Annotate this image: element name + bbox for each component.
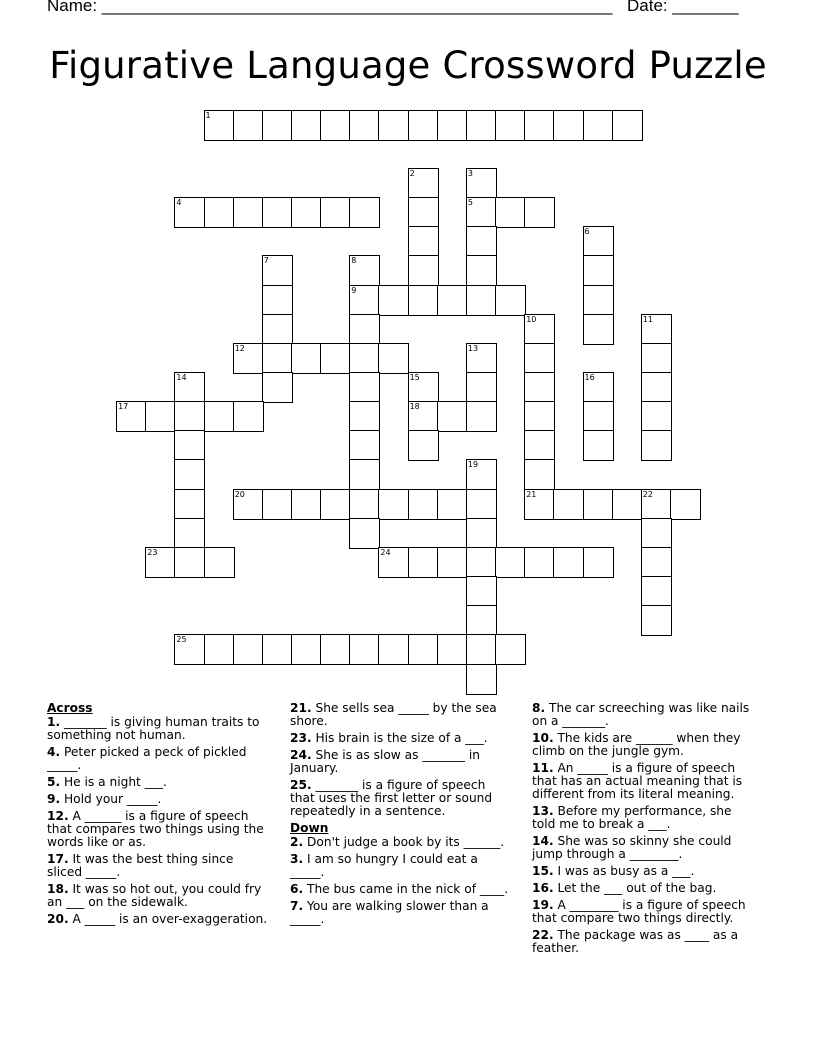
crossword-cell[interactable] xyxy=(349,197,380,228)
crossword-cell[interactable] xyxy=(349,518,380,549)
crossword-cell[interactable] xyxy=(378,110,409,141)
crossword-cell[interactable] xyxy=(174,518,205,549)
clue-text: I am so hungry I could eat a _____. xyxy=(290,852,478,880)
clue-text: I was as busy as a ___. xyxy=(553,864,695,879)
name-field-label: Name: ______________________________________________________ xyxy=(47,0,613,15)
clue-text: Don't judge a book by its ______. xyxy=(303,835,505,850)
clue-text: An _____ is a figure of speech that has an actual meaning that is different from its literal meaning. xyxy=(532,761,743,802)
clues-column-2 xyxy=(290,702,510,930)
clue-number: 5 xyxy=(467,198,473,208)
crossword-cell[interactable] xyxy=(641,343,672,374)
crossword-cell[interactable] xyxy=(583,314,614,345)
crossword-cell[interactable] xyxy=(320,489,351,520)
clue-number: 10 xyxy=(526,314,537,324)
clues-column-1 xyxy=(47,702,272,930)
crossword-cell[interactable] xyxy=(262,285,293,316)
clue-number: 11. xyxy=(532,761,554,775)
clue-item xyxy=(532,805,757,831)
clue-item xyxy=(532,762,757,802)
crossword-cell[interactable] xyxy=(641,401,672,432)
crossword-cell[interactable] xyxy=(408,110,439,141)
crossword-cell[interactable] xyxy=(320,110,351,141)
crossword-cell[interactable] xyxy=(320,343,351,374)
crossword-cell[interactable] xyxy=(204,634,235,665)
crossword-cell[interactable] xyxy=(583,372,614,403)
crossword-cell[interactable] xyxy=(174,634,205,665)
clue-text: _______ is giving human traits to something not human. xyxy=(47,715,260,743)
clue-item xyxy=(47,853,272,879)
clue-item xyxy=(47,716,272,742)
clue-number: 2 xyxy=(409,168,415,178)
crossword-cell[interactable] xyxy=(349,401,380,432)
clue-number: 25. xyxy=(290,777,312,792)
clue-number: 20. xyxy=(47,912,69,926)
clue-number: 22. xyxy=(532,927,554,942)
crossword-cell[interactable] xyxy=(262,343,293,374)
crossword-cell[interactable] xyxy=(408,168,439,199)
crossword-cell[interactable] xyxy=(291,634,322,665)
clue-text: It was so hot out, you could fry an ___ on the sidewalk. xyxy=(47,882,262,910)
crossword-cell[interactable] xyxy=(408,401,439,432)
date-field-label: Date: _______ xyxy=(627,0,739,15)
clue-text: The package was as ____ as a feather. xyxy=(532,927,739,955)
crossword-cell[interactable] xyxy=(524,314,555,345)
crossword-cell[interactable] xyxy=(408,285,439,316)
clue-number: 15 xyxy=(409,373,420,382)
clue-text: _______ is a figure of speech that uses the first letter or sound repeatedly in a sentence. xyxy=(290,777,493,819)
crossword-cell[interactable] xyxy=(466,168,497,199)
crossword-cell[interactable] xyxy=(495,110,526,141)
clue-number: 22 xyxy=(642,489,653,499)
crossword-cell[interactable] xyxy=(378,343,409,374)
clue-number: 4 xyxy=(176,198,182,208)
crossword-cell[interactable] xyxy=(641,547,672,578)
clue-number: 19. xyxy=(532,897,554,912)
crossword-cell[interactable] xyxy=(349,255,380,286)
clue-number: 12. xyxy=(47,808,69,823)
crossword-cell[interactable] xyxy=(466,285,497,316)
crossword-cell[interactable] xyxy=(466,401,497,432)
crossword-cell[interactable] xyxy=(262,489,293,520)
clue-item xyxy=(47,776,272,789)
crossword-cell[interactable] xyxy=(583,401,614,432)
crossword-cell[interactable] xyxy=(495,547,526,578)
crossword-cell[interactable] xyxy=(291,489,322,520)
crossword-cell[interactable] xyxy=(349,372,380,403)
crossword-cell[interactable] xyxy=(233,634,264,665)
crossword-cell[interactable] xyxy=(641,489,672,520)
crossword-cell[interactable] xyxy=(583,285,614,316)
crossword-cell[interactable] xyxy=(466,197,497,228)
crossword-cell[interactable] xyxy=(320,197,351,228)
crossword-cell[interactable] xyxy=(670,489,701,520)
clue-item xyxy=(47,883,272,909)
crossword-cell[interactable] xyxy=(641,430,672,461)
clue-item xyxy=(290,836,510,849)
crossword-cell[interactable] xyxy=(291,343,322,374)
clue-number: 8 xyxy=(351,256,357,266)
crossword-cell[interactable] xyxy=(437,285,468,316)
clue-text: A ______ is a figure of speech that compares two things using the words like or as. xyxy=(47,808,264,850)
crossword-cell[interactable] xyxy=(145,547,176,578)
crossword-cell[interactable] xyxy=(174,489,205,520)
crossword-cell[interactable] xyxy=(583,255,614,286)
clue-number: 6. xyxy=(290,882,304,896)
clue-item xyxy=(290,702,510,728)
crossword-cell[interactable] xyxy=(466,664,497,695)
clue-number: 21 xyxy=(526,489,537,499)
crossword-cell[interactable] xyxy=(349,110,380,141)
crossword-cell[interactable] xyxy=(320,634,351,665)
crossword-cell[interactable] xyxy=(378,489,409,520)
clue-number: 6 xyxy=(584,227,590,237)
crossword-cell[interactable] xyxy=(641,518,672,549)
clue-item xyxy=(532,732,757,758)
clue-item xyxy=(532,835,757,861)
crossword-cell[interactable] xyxy=(349,314,380,345)
crossword-cell[interactable] xyxy=(583,489,614,520)
crossword-cell[interactable] xyxy=(466,547,497,578)
crossword-cell[interactable] xyxy=(262,110,293,141)
clue-text: A ________ is a figure of speech that compare two things directly. xyxy=(532,897,746,925)
crossword-cell[interactable] xyxy=(174,197,205,228)
clue-item xyxy=(47,810,272,850)
clue-number: 16 xyxy=(584,373,595,382)
clue-number: 13 xyxy=(467,343,479,353)
crossword-cell[interactable] xyxy=(233,197,264,228)
crossword-cell[interactable] xyxy=(466,110,497,141)
crossword-cell[interactable] xyxy=(437,634,468,665)
crossword-cell[interactable] xyxy=(524,459,555,490)
clue-number: 11 xyxy=(642,314,653,324)
crossword-cell[interactable] xyxy=(378,285,409,316)
clue-number: 19 xyxy=(467,460,479,470)
clue-number: 1. xyxy=(47,715,61,730)
clue-number: 25 xyxy=(176,635,187,645)
clue-item xyxy=(47,746,272,772)
crossword-cell[interactable] xyxy=(262,372,293,403)
crossword-cell[interactable] xyxy=(495,197,526,228)
clue-number: 9 xyxy=(351,285,357,295)
page-title: Figurative Language Crossword Puzzle xyxy=(49,44,767,87)
crossword-cell[interactable] xyxy=(291,110,322,141)
clue-text: Before my performance, she told me to break a ___. xyxy=(532,804,732,832)
crossword-cell[interactable] xyxy=(641,605,672,636)
crossword-cell[interactable] xyxy=(262,314,293,345)
crossword-cell[interactable] xyxy=(174,401,205,432)
crossword-cell[interactable] xyxy=(233,343,264,374)
crossword-cell[interactable] xyxy=(524,110,555,141)
clue-number: 15. xyxy=(532,864,554,879)
crossword-cell[interactable] xyxy=(524,489,555,520)
crossword-cell[interactable] xyxy=(437,401,468,432)
clue-item xyxy=(290,883,510,896)
crossword-cell[interactable] xyxy=(408,547,439,578)
crossword-cell[interactable] xyxy=(437,110,468,141)
clue-number: 3 xyxy=(467,168,473,178)
clue-number: 17. xyxy=(47,852,69,866)
clue-number: 10. xyxy=(532,731,554,745)
crossword-cell[interactable] xyxy=(466,489,497,520)
clue-text: A _____ is an over-exaggeration. xyxy=(68,912,268,926)
crossword-cell[interactable] xyxy=(612,489,643,520)
crossword-cell[interactable] xyxy=(116,401,147,432)
clue-number: 21. xyxy=(290,701,312,715)
clue-item xyxy=(532,929,757,955)
clue-item xyxy=(290,779,510,819)
crossword-cell[interactable] xyxy=(466,226,497,257)
clue-section-heading: Down xyxy=(290,821,329,835)
clue-number: 24. xyxy=(290,747,312,762)
clue-text: The kids are ______ when they climb on the jungle gym. xyxy=(532,731,741,759)
crossword-cell[interactable] xyxy=(174,430,205,461)
clue-number: 5. xyxy=(47,775,61,790)
crossword-cell[interactable] xyxy=(466,343,497,374)
clue-number: 7. xyxy=(290,898,304,913)
crossword-cell[interactable] xyxy=(349,430,380,461)
clue-number: 16. xyxy=(532,881,554,895)
crossword-cell[interactable] xyxy=(641,314,672,345)
clue-number: 2. xyxy=(290,835,304,850)
crossword-cell[interactable] xyxy=(583,110,614,141)
clue-text: The car screeching was like nails on a _______. xyxy=(532,701,750,729)
clue-text: He is a night ___. xyxy=(60,775,167,790)
crossword-cell[interactable] xyxy=(466,518,497,549)
clue-number: 24 xyxy=(380,547,391,557)
crossword-cell[interactable] xyxy=(553,547,584,578)
crossword-cell[interactable] xyxy=(349,634,380,665)
crossword-cell[interactable] xyxy=(262,197,293,228)
crossword-cell[interactable] xyxy=(378,634,409,665)
clue-text: Let the ___ out of the bag. xyxy=(553,881,717,895)
clue-item xyxy=(290,749,510,775)
clue-section-heading: Across xyxy=(47,701,93,715)
clues-column-3 xyxy=(532,702,757,959)
clue-number: 1 xyxy=(205,110,211,120)
clue-text: She is as slow as _______ in January. xyxy=(290,747,480,775)
clue-number: 14. xyxy=(532,834,554,849)
clue-item xyxy=(532,865,757,878)
crossword-cell[interactable] xyxy=(174,372,205,403)
clue-text: She sells sea _____ by the sea shore. xyxy=(290,701,497,729)
clue-number: 7 xyxy=(263,256,269,266)
crossword-cell[interactable] xyxy=(408,255,439,286)
crossword-cell[interactable] xyxy=(204,401,235,432)
clue-number: 18 xyxy=(409,402,420,412)
crossword-cell[interactable] xyxy=(262,634,293,665)
clue-number: 8. xyxy=(532,701,546,715)
clue-text: The bus came in the nick of ____. xyxy=(303,882,509,896)
crossword-cell[interactable] xyxy=(408,634,439,665)
crossword-cell[interactable] xyxy=(466,576,497,607)
crossword-cell[interactable] xyxy=(174,547,205,578)
clue-text: You are walking slower than a _____. xyxy=(290,898,489,926)
crossword-cell[interactable] xyxy=(204,197,235,228)
crossword-cell[interactable] xyxy=(408,197,439,228)
crossword-cell[interactable] xyxy=(233,401,264,432)
crossword-cell[interactable] xyxy=(204,110,235,141)
clue-item xyxy=(532,882,757,895)
crossword-cell[interactable] xyxy=(583,430,614,461)
crossword-cell[interactable] xyxy=(466,459,497,490)
crossword-cell[interactable] xyxy=(174,459,205,490)
crossword-cell[interactable] xyxy=(408,489,439,520)
crossword-cell[interactable] xyxy=(233,489,264,520)
crossword-cell[interactable] xyxy=(408,226,439,257)
clue-text: She was so skinny she could jump through a ________. xyxy=(532,834,732,862)
crossword-cell[interactable] xyxy=(641,576,672,607)
crossword-cell[interactable] xyxy=(437,489,468,520)
clue-item xyxy=(47,793,272,806)
crossword-cell[interactable] xyxy=(495,634,526,665)
crossword-cell[interactable] xyxy=(524,401,555,432)
clue-number: 17 xyxy=(118,402,129,412)
crossword-cell[interactable] xyxy=(349,285,380,316)
crossword-cell[interactable] xyxy=(349,489,380,520)
clue-item xyxy=(290,732,510,745)
crossword-cell[interactable] xyxy=(495,285,526,316)
crossword-cell[interactable] xyxy=(408,372,439,403)
clue-text: His brain is the size of a ___. xyxy=(311,731,488,745)
crossword-cell[interactable] xyxy=(145,401,176,432)
crossword-cell[interactable] xyxy=(466,255,497,286)
crossword-cell[interactable] xyxy=(408,430,439,461)
crossword-cell[interactable] xyxy=(524,343,555,374)
clue-item xyxy=(532,899,757,925)
crossword-cell[interactable] xyxy=(349,343,380,374)
crossword-cell[interactable] xyxy=(524,547,555,578)
clue-number: 3. xyxy=(290,852,304,866)
clue-item xyxy=(47,913,272,926)
crossword-cell[interactable] xyxy=(233,110,264,141)
crossword-cell[interactable] xyxy=(262,255,293,286)
crossword-cell[interactable] xyxy=(524,430,555,461)
clue-number: 23 xyxy=(147,547,158,557)
clue-number: 14 xyxy=(176,373,187,382)
clue-item xyxy=(290,853,510,879)
crossword-cell[interactable] xyxy=(641,372,672,403)
crossword-cell[interactable] xyxy=(583,547,614,578)
crossword-cell[interactable] xyxy=(466,372,497,403)
crossword-cell[interactable] xyxy=(437,547,468,578)
crossword-cell[interactable] xyxy=(524,197,555,228)
crossword-cell[interactable] xyxy=(349,459,380,490)
clue-item xyxy=(290,900,510,926)
clue-text: It was the best thing since sliced _____. xyxy=(47,852,234,880)
crossword-cell[interactable] xyxy=(466,634,497,665)
crossword-cell[interactable] xyxy=(553,489,584,520)
clue-number: 20 xyxy=(234,489,245,499)
crossword-cell[interactable] xyxy=(583,226,614,257)
clue-number: 18. xyxy=(47,882,69,896)
crossword-cell[interactable] xyxy=(204,547,235,578)
clue-number: 4. xyxy=(47,745,61,760)
clue-text: Peter picked a peck of pickled _____. xyxy=(47,745,247,773)
clue-number: 23. xyxy=(290,731,312,745)
clue-text: Hold your _____. xyxy=(60,792,162,806)
clue-number: 13. xyxy=(532,804,554,819)
crossword-cell[interactable] xyxy=(524,372,555,403)
crossword-cell[interactable] xyxy=(553,110,584,141)
crossword-cell[interactable] xyxy=(291,197,322,228)
crossword-cell[interactable] xyxy=(378,547,409,578)
clue-number: 12 xyxy=(234,343,245,353)
crossword-cell[interactable] xyxy=(612,110,643,141)
clue-item xyxy=(532,702,757,728)
clue-number: 9. xyxy=(47,792,61,806)
crossword-cell[interactable] xyxy=(466,605,497,636)
